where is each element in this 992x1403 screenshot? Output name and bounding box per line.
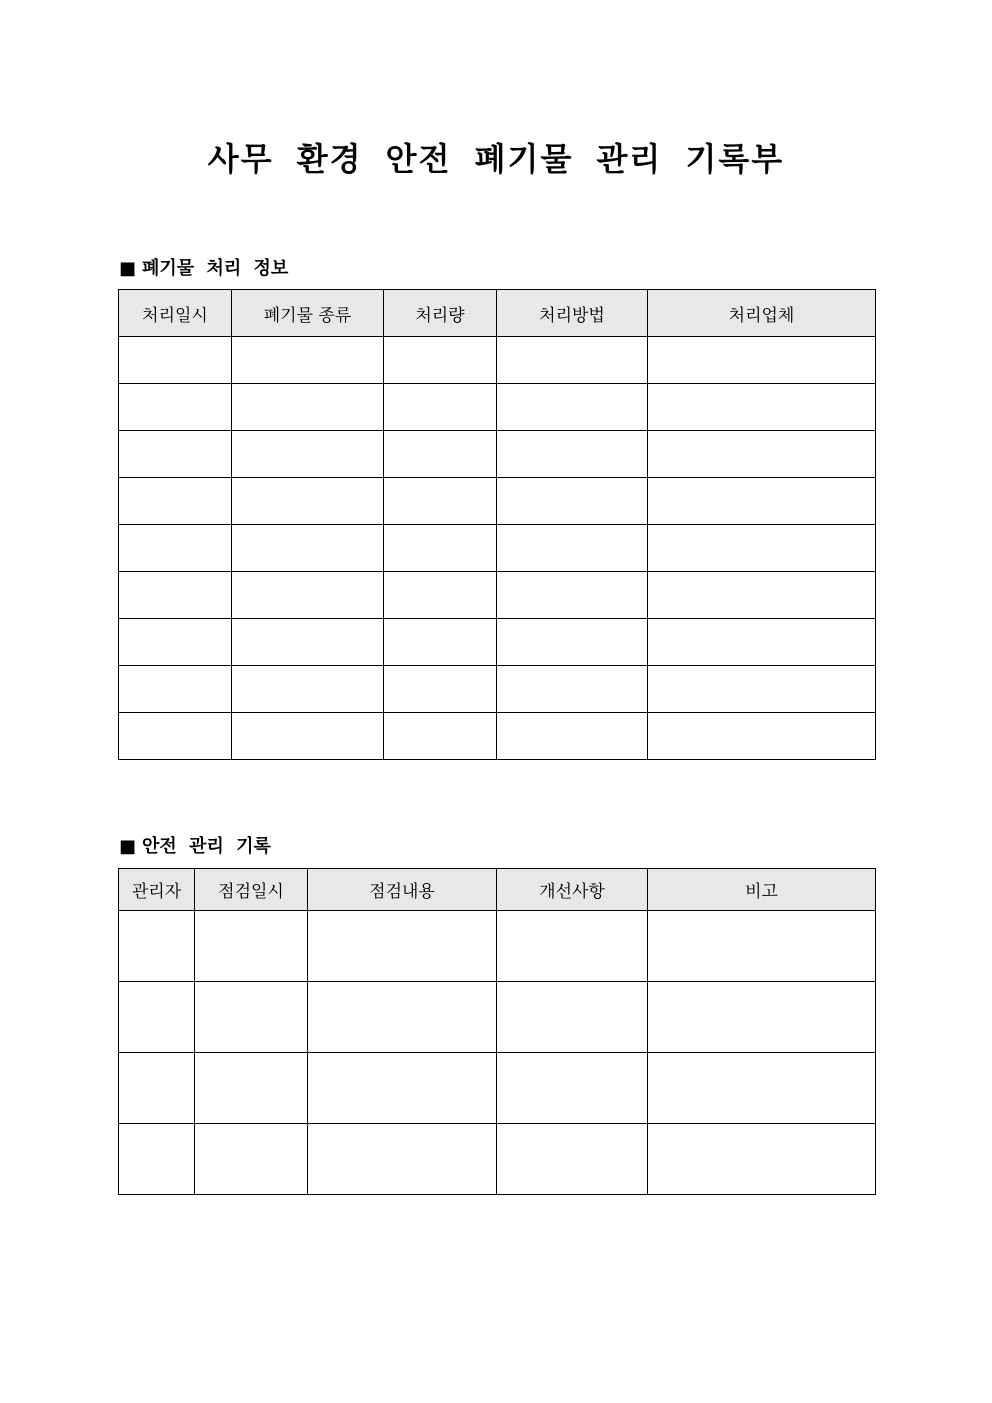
table-cell[interactable] — [119, 619, 232, 666]
table-cell[interactable] — [648, 478, 876, 525]
table-cell[interactable] — [119, 982, 195, 1053]
table-cell[interactable] — [648, 384, 876, 431]
table-header-row — [119, 869, 876, 911]
table-cell[interactable] — [232, 337, 384, 384]
table-cell[interactable] — [195, 911, 308, 982]
table-row — [119, 1053, 876, 1124]
table-cell[interactable] — [119, 431, 232, 478]
table-cell[interactable] — [119, 572, 232, 619]
table-cell[interactable] — [648, 431, 876, 478]
table-cell[interactable] — [497, 525, 648, 572]
table-cell[interactable] — [497, 1053, 648, 1124]
table-cell[interactable] — [497, 982, 648, 1053]
table-row — [119, 911, 876, 982]
table-cell[interactable] — [232, 619, 384, 666]
safety-record-table — [118, 868, 876, 1195]
table-cell[interactable] — [119, 337, 232, 384]
table-cell[interactable] — [648, 572, 876, 619]
table-cell[interactable] — [232, 478, 384, 525]
table-row — [119, 666, 876, 713]
table-cell[interactable] — [648, 911, 876, 982]
table-cell[interactable] — [497, 1124, 648, 1195]
column-header-inspection-content: 점검내용 — [308, 869, 497, 911]
table-cell[interactable] — [648, 525, 876, 572]
table-cell[interactable] — [384, 525, 497, 572]
table-row — [119, 713, 876, 760]
table-cell[interactable] — [119, 1053, 195, 1124]
table-cell[interactable] — [497, 478, 648, 525]
table-cell[interactable] — [648, 713, 876, 760]
column-header-remarks: 비고 — [648, 869, 876, 911]
table-cell[interactable] — [232, 713, 384, 760]
table-cell[interactable] — [119, 1124, 195, 1195]
table-cell[interactable] — [232, 666, 384, 713]
table-cell[interactable] — [195, 1124, 308, 1195]
table-cell[interactable] — [308, 1124, 497, 1195]
table-row — [119, 337, 876, 384]
table-row — [119, 619, 876, 666]
column-header-disposal-datetime: 처리일시 — [119, 290, 232, 337]
table-cell[interactable] — [384, 713, 497, 760]
table-cell[interactable] — [232, 384, 384, 431]
square-bullet-icon: ■ — [119, 258, 137, 279]
table-cell[interactable] — [384, 478, 497, 525]
section-heading-label: 안전 관리 기록 — [142, 836, 271, 857]
table-cell[interactable] — [648, 619, 876, 666]
table-header-row — [119, 290, 876, 337]
section-heading-label: 폐기물 처리 정보 — [142, 258, 289, 279]
table-cell[interactable] — [497, 431, 648, 478]
table-cell[interactable] — [384, 431, 497, 478]
table-cell[interactable] — [308, 911, 497, 982]
column-header-inspection-datetime: 점검일시 — [195, 869, 308, 911]
table-cell[interactable] — [384, 572, 497, 619]
table-cell[interactable] — [648, 1124, 876, 1195]
table-cell[interactable] — [497, 572, 648, 619]
table-cell[interactable] — [195, 982, 308, 1053]
table-row — [119, 1124, 876, 1195]
table-cell[interactable] — [384, 384, 497, 431]
table-cell[interactable] — [497, 911, 648, 982]
column-header-manager: 관리자 — [119, 869, 195, 911]
table-cell[interactable] — [497, 713, 648, 760]
table-cell[interactable] — [195, 1053, 308, 1124]
table-row — [119, 982, 876, 1053]
table-cell[interactable] — [232, 431, 384, 478]
table-cell[interactable] — [119, 384, 232, 431]
table-cell[interactable] — [119, 525, 232, 572]
page-title: 사무 환경 안전 폐기물 관리 기록부 — [207, 140, 785, 178]
column-header-disposal-company: 처리업체 — [648, 290, 876, 337]
table-row — [119, 572, 876, 619]
table-cell[interactable] — [648, 982, 876, 1053]
column-header-disposal-method: 처리방법 — [497, 290, 648, 337]
table-cell[interactable] — [232, 525, 384, 572]
table-cell[interactable] — [119, 666, 232, 713]
table-cell[interactable] — [119, 478, 232, 525]
section-heading-safety-record — [119, 832, 271, 858]
table-cell[interactable] — [648, 1053, 876, 1124]
table-cell[interactable] — [497, 384, 648, 431]
table-cell[interactable] — [497, 337, 648, 384]
table-cell[interactable] — [119, 713, 232, 760]
table-cell[interactable] — [308, 1053, 497, 1124]
table-cell[interactable] — [232, 572, 384, 619]
waste-disposal-table — [118, 289, 876, 760]
table-cell[interactable] — [648, 666, 876, 713]
table-row — [119, 525, 876, 572]
table-row — [119, 431, 876, 478]
table-cell[interactable] — [384, 619, 497, 666]
table-cell[interactable] — [308, 982, 497, 1053]
table-cell[interactable] — [384, 337, 497, 384]
column-header-disposal-amount: 처리량 — [384, 290, 497, 337]
column-header-waste-type: 폐기물 종류 — [232, 290, 384, 337]
table-row — [119, 478, 876, 525]
table-cell[interactable] — [497, 666, 648, 713]
table-cell[interactable] — [119, 911, 195, 982]
table-cell[interactable] — [384, 666, 497, 713]
table-cell[interactable] — [497, 619, 648, 666]
section-heading-waste-info — [119, 254, 288, 280]
column-header-improvements: 개선사항 — [497, 869, 648, 911]
square-bullet-icon: ■ — [119, 836, 137, 857]
table-row — [119, 384, 876, 431]
table-cell[interactable] — [648, 337, 876, 384]
